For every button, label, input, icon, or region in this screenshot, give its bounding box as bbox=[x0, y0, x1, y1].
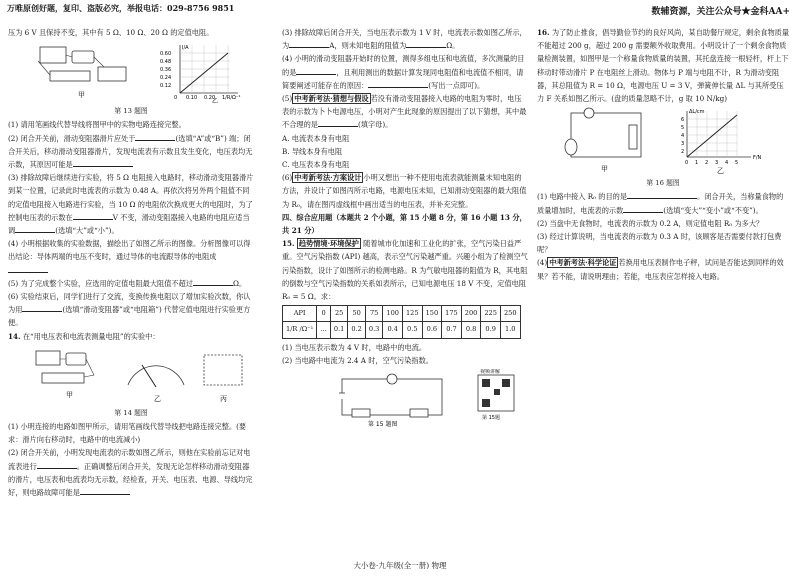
resistor-icon bbox=[98, 67, 126, 81]
dashed-box bbox=[204, 355, 242, 385]
column-2 bbox=[282, 26, 528, 429]
figure-16 bbox=[537, 107, 789, 175]
fig13-ytick: 0.12 bbox=[160, 83, 172, 90]
fig16-ytick: 5 bbox=[681, 125, 685, 132]
q14-5: (5) 中考新考法·猜想与假设 若没有滑动变阻器接入电路的电阻为零时，电压表的示数为卜卜电源电压，小明对产生此现象的原因提出了以下猜想，其中最不合理的是 (填字母)。 bbox=[282, 94, 527, 130]
ammeter-icon bbox=[72, 51, 94, 63]
fig13-ylabel: I/A bbox=[182, 45, 189, 52]
fig13-yi: 乙 bbox=[212, 98, 219, 104]
q16-title: 16. 为了防止推食，倡导勤俭节约的良好风尚，某自助餐厅规定，剩余食物质量不能超过 200 g，超过 200 g 需要额外收取费用。小明设计了一个剩余食物质量检测装置，如图甲是一个称量食物质量的装置，其托盘连接一根轻杆，杆上下移动时带动滑片 P 在电阻丝上滑动。物体与 P 端与电阻不计，R 为滑动变阻器，其总阻值为 R = 10 Ω，电源电压 U = 3 V，弹簧伸长量 ΔL 与其所受压力 F 关系如图乙所示。(盘的质量忽略不计，g 取 10 N/kg) bbox=[537, 28, 790, 104]
figure-15 bbox=[282, 369, 528, 427]
fig13-xtick: 0.20 bbox=[204, 95, 216, 102]
battery-icon bbox=[36, 351, 60, 365]
fig14-yi: 乙 bbox=[154, 394, 161, 403]
q13-2: (2) 闭合开关前，滑动变阻器滑片应处于 (选填“A”或“B”) 端；闭合开关后，移动滑动变阻器滑片，发现电流表有示数且发生变化，电压表均无示数，其原因可能是 bbox=[8, 133, 253, 170]
fig13-caption: 第 13 题图 bbox=[114, 107, 148, 116]
q13-5: (5) 为了完成整个实验，应选用的定值电阻最大阻值不超过 Ω。 bbox=[8, 278, 247, 288]
header-left: 万唯原创好题，复印、盗版必究，举报电话：029-8756 9851 bbox=[7, 3, 235, 13]
figure-14 bbox=[8, 345, 254, 405]
fig16-ytick: 4 bbox=[681, 133, 685, 140]
q13-intro: 压为 6 V 且保持不变，其中有 5 Ω、10 Ω、20 Ω 的定值电阻。 bbox=[8, 28, 214, 37]
fig13-ytick: 0.36 bbox=[160, 67, 172, 74]
battery-icon bbox=[40, 47, 66, 63]
option-c: C. 电压表本身有电阻 bbox=[282, 160, 350, 170]
q13-4: (4) 小明根据收集的实验数据，描绘出了如图乙所示的图像。分析图像可以得出结论：导体两端的电压不变时，通过导体的电流跟导体的电阻成 bbox=[8, 237, 254, 277]
fig13-jia: 甲 bbox=[78, 91, 85, 100]
q15-title: 15. 趋势情境·环境保护 随着城市化加速和工业化的扩张，空气污染日益严重。空气污染指数 (API) 越高，表示空气污染越严重。兴趣小组为了检测空气污染指数，设计了如图所示的检测电路。R 为气敏电阻器的阻值为 R，其电阻的倒数与空气污染指数的关系如表所示，已知电源电压 18 V 不变，定值电阻 R₀ = 5 Ω。求： bbox=[282, 239, 528, 302]
fig16-ytick: 3 bbox=[681, 141, 685, 148]
fig16-xtick: 0 bbox=[685, 160, 689, 167]
q16-1: (1) 电路中接入 R₀ 的目的是 。闭合开关，当称量食物的质量增加时，电流表的示数 (选填“变大”“变小”或“不变”)。 bbox=[537, 192, 784, 215]
option-a: A. 电流表本身有电阻 bbox=[282, 133, 350, 143]
fig14-caption: 第 14 题图 bbox=[114, 408, 148, 417]
figure-15-drawing bbox=[282, 369, 528, 427]
fig15-caption: 第 15 题图 bbox=[368, 421, 398, 428]
q14-2: (2) 闭合开关前，小明发现电流表的示数如图乙所示，则他在实验前忘记对电流表进行 。正确调整后闭合开关，发现无论怎样移动滑动变阻器的滑片，电压表和电流表均无示数，经检查，开关、电压表、电源、导线均完好，则电路故障可能是 bbox=[8, 448, 253, 498]
voltmeter-icon bbox=[66, 353, 86, 365]
table-row: API 0 25 50 75 100 125 150 175 200 225 250 bbox=[283, 306, 521, 322]
header-right: 数辅资源，关注公众号★金科AA+ bbox=[651, 7, 790, 17]
figure-14-drawing bbox=[8, 345, 254, 405]
fig16-caption: 第 16 题图 bbox=[646, 179, 680, 188]
fig16-xtick: 3 bbox=[715, 160, 719, 167]
q14-1: (1) 小明连接的电路如图甲所示，请用笔画线代替导线把电路连接完整。(要求：滑片向右移动时，电路中的电流减小) bbox=[8, 422, 247, 445]
figure-13 bbox=[8, 41, 254, 103]
section-4-title: 四、综合应用题（本题共 2 个小题，第 15 小题 8 分，第 16 小题 13 分，共 21 分） bbox=[282, 212, 527, 236]
ammeter-icon bbox=[584, 108, 594, 118]
fig16-line bbox=[687, 115, 737, 157]
q14-3: (3) 排除故障后闭合开关，当电压表示数为 1 V 时，电流表示数如图乙所示，为 A，则未知电阻的阻值为 Ω。 bbox=[282, 28, 527, 51]
fig13-xlabel: 1/R/Ω⁻¹ bbox=[222, 95, 241, 102]
ammeter-dial-icon bbox=[128, 366, 184, 385]
q16-2: (2) 当盘中无食物时，电流表的示数为 0.2 A，则定值电阻 R₀ 为多大？ bbox=[537, 218, 764, 228]
column-3 bbox=[537, 26, 789, 283]
q15-2: (2) 当电路中电流为 2.4 A 时，空气污染指数。 bbox=[282, 355, 433, 365]
resistor-r0-icon bbox=[410, 409, 428, 417]
fig13-ytick: 0.24 bbox=[160, 75, 172, 82]
q16-3: (3) 经过计算说明，当电流表的示数为 0.3 A 时，该顾客是否需要付款打包费呢？ bbox=[537, 232, 782, 255]
q16-4: (4) 中考新考法·科学论证 若换用电压表制作电子秤，试问是否能达到同样的效果？若不能，请说明理由；若能，电压表应怎样接入电路。 bbox=[537, 258, 784, 281]
fig16-xtick: 1 bbox=[695, 160, 699, 167]
fig16-ytick: 6 bbox=[681, 117, 685, 124]
fig16-jia: 甲 bbox=[601, 165, 608, 174]
fig16-yi: 乙 bbox=[717, 167, 724, 176]
resistor-icon bbox=[629, 125, 637, 149]
fig13-xtick: 0.10 bbox=[186, 95, 198, 102]
fig14-jia: 甲 bbox=[66, 390, 73, 399]
page-footer: 大小卷·九年级(全一册) 物理 bbox=[353, 561, 447, 570]
api-table bbox=[282, 305, 521, 338]
spring-icon bbox=[565, 139, 577, 155]
qr-label: 视频讲解 bbox=[480, 369, 501, 376]
needle-icon bbox=[142, 365, 156, 387]
fig16-xtick: 4 bbox=[725, 160, 729, 167]
fig16-xtick: 2 bbox=[705, 160, 709, 167]
table-row: 1/R /Ω⁻¹ … 0.1 0.2 0.3 0.4 0.5 0.6 0.7 0.8 0.9 1.0 bbox=[283, 322, 521, 338]
fig16-xtick: 5 bbox=[735, 160, 739, 167]
fig13-ytick: 0.48 bbox=[160, 59, 172, 66]
qr-label: 第 15题 bbox=[482, 415, 500, 422]
q13-6: (6) 实验结束后，同学们进行了交流，变换传换电阻以了增加实验次数，你认为用 (选填“滑动变阻器”或“电阻箱”) 代替定值电阻进行实验更方便。 bbox=[8, 292, 251, 328]
rheostat-icon bbox=[50, 71, 90, 81]
fig13-ytick: 0 bbox=[174, 95, 178, 102]
option-b: B. 导线本身有电阻 bbox=[282, 146, 343, 156]
q13-3: (3) 排除故障后继续进行实验，将 5 Ω 电阻接入电路时，移动滑动变阻器滑片到某一位置，记录此时电流表的示数为 0.48 A。再依次将另外两个阻值不同的定值电阻接入电路进行实验，当 10 Ω 的电阻依次换成更大的电阻时，为了控制电压表的示数在 V 不变，滑动变阻器接入电路的电阻应适当调 (选填“大”或“小”)。 bbox=[8, 173, 254, 236]
fig13-ytick: 0.60 bbox=[160, 51, 172, 58]
q14-title: 14. 在“用电压表和电流表测量电阻”的实验中： bbox=[8, 331, 160, 341]
figure-16-drawing bbox=[537, 107, 789, 175]
fig16-xlabel: F/N bbox=[753, 155, 762, 162]
column-1 bbox=[8, 26, 254, 499]
rheostat-icon bbox=[42, 373, 84, 383]
fig14-bing: 丙 bbox=[220, 394, 227, 403]
q14-4: (4) 小明的滑动变阻器开始时的位置，测得多组电压和电流值，多次测量的目的是 ，且利用测出的数据计算发现同电阻值和电流值不相同，请简要阐述可能存在的原因： (写出一点即可)。 bbox=[282, 54, 525, 90]
figure-13-drawing bbox=[8, 41, 254, 103]
voltmeter-icon bbox=[387, 374, 397, 384]
q13-1: (1) 请用笔画线代替导线将图甲中的实物电路连接完整。 bbox=[8, 120, 186, 130]
q14-6: (6) 中考新考法·方案设计 小明又想出一种不使用电流表就能测量未知电阻的方法，并设计了如图丙所示电路，电源电压未知，已知滑动变阻器的最大阻值为 R₀，请在图丙虚线框中画出适当的电压表，并补充完整。 bbox=[282, 173, 527, 209]
q15-1: (1) 当电压表示数为 4 V 时，电路中的电流。 bbox=[282, 342, 427, 352]
resistor-r-icon bbox=[352, 409, 370, 417]
fig16-ytick: 2 bbox=[681, 149, 685, 156]
fig16-ylabel: ΔL/cm bbox=[689, 109, 705, 116]
